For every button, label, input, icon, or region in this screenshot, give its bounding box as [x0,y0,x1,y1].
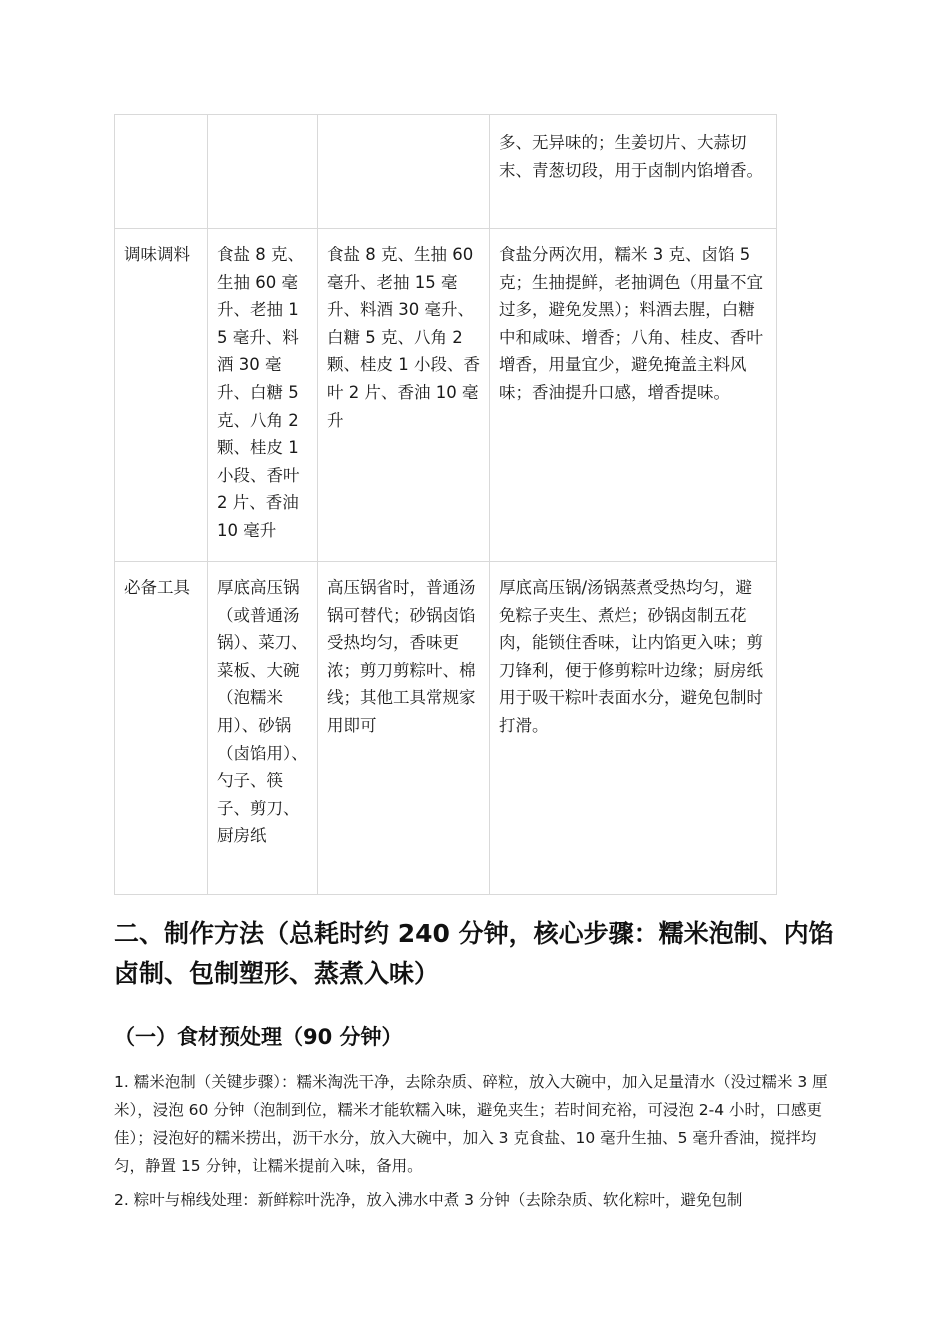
row-label-cell: 必备工具 [115,562,208,895]
table-row [115,562,777,895]
list-item: 1. 糯米泡制（关键步骤）：糯米淘洗干净，去除杂质、碎粒，放入大碗中，加入足量清水（没过糯米 3 厘米），浸泡 60 分钟（泡制到位，糯米才能软糯入味，避免夹生；若时间充裕，可浸泡 2-4 小时，口感更佳）；浸泡好的糯米捞出，沥干水分，放入大碗中，加入 3 克食盐、10 毫升生抽、5 毫升香油，搅拌均匀，静置 15 分钟，让糯米提前入味，备用。 [114,1073,828,1175]
ingredients-table [114,114,777,895]
steps-list [114,1068,839,1220]
notes-cell: 厚底高压锅/汤锅蒸煮受热均匀，避免粽子夹生、煮烂；砂锅卤制五花肉，能锁住香味，让内馅更入味；剪刀锋利，便于修剪粽叶边缘；厨房纸用于吸干粽叶表面水分，避免包制时打滑。 [490,562,777,895]
list-item: 2. 粽叶与棉线处理：新鲜粽叶洗净，放入沸水中煮 3 分钟（去除杂质、软化粽叶，避免包制 [114,1191,743,1209]
subsection-title: （一）食材预处理（90 分钟） [114,1025,403,1049]
section-title: 二、制作方法（总耗时约 240 分钟，核心步骤：糯米泡制、内馅卤制、包制塑形、蒸煮入味） [114,919,834,988]
alternative-cell: 食盐 8 克、生抽 60 毫升、老抽 15 毫升、料酒 30 毫升、白糖 5 克、八角 2 颗、桂皮 1 小段、香叶 2 片、香油 10 毫升 [318,229,490,562]
alternative-cell [318,115,490,229]
standard-cell: 厚底高压锅（或普通汤锅）、菜刀、菜板、大碗（泡糯米用）、砂锅（卤馅用）、勺子、筷子、剪刀、厨房纸 [208,562,318,895]
table-row [115,229,777,562]
row-label-cell: 调味调料 [115,229,208,562]
notes-cell: 食盐分两次用，糯米 3 克、卤馅 5 克；生抽提鲜，老抽调色（用量不宜过多，避免发黑）；料酒去腥，白糖中和咸味、增香；八角、桂皮、香叶增香，用量宜少，避免掩盖主料风味；香油提升口感，增香提味。 [490,229,777,562]
table-row [115,115,777,229]
alternative-cell: 高压锅省时，普通汤锅可替代；砂锅卤馅受热均匀，香味更浓；剪刀剪粽叶、棉线；其他工具常规家用即可 [318,562,490,895]
standard-cell: 食盐 8 克、生抽 60 毫升、老抽 15 毫升、料酒 30 毫升、白糖 5 克、八角 2 颗、桂皮 1 小段、香叶 2 片、香油 10 毫升 [208,229,318,562]
standard-cell [208,115,318,229]
row-label-cell [115,115,208,229]
notes-cell: 多、无异味的；生姜切片、大蒜切末、青葱切段，用于卤制内馅增香。 [490,115,777,229]
